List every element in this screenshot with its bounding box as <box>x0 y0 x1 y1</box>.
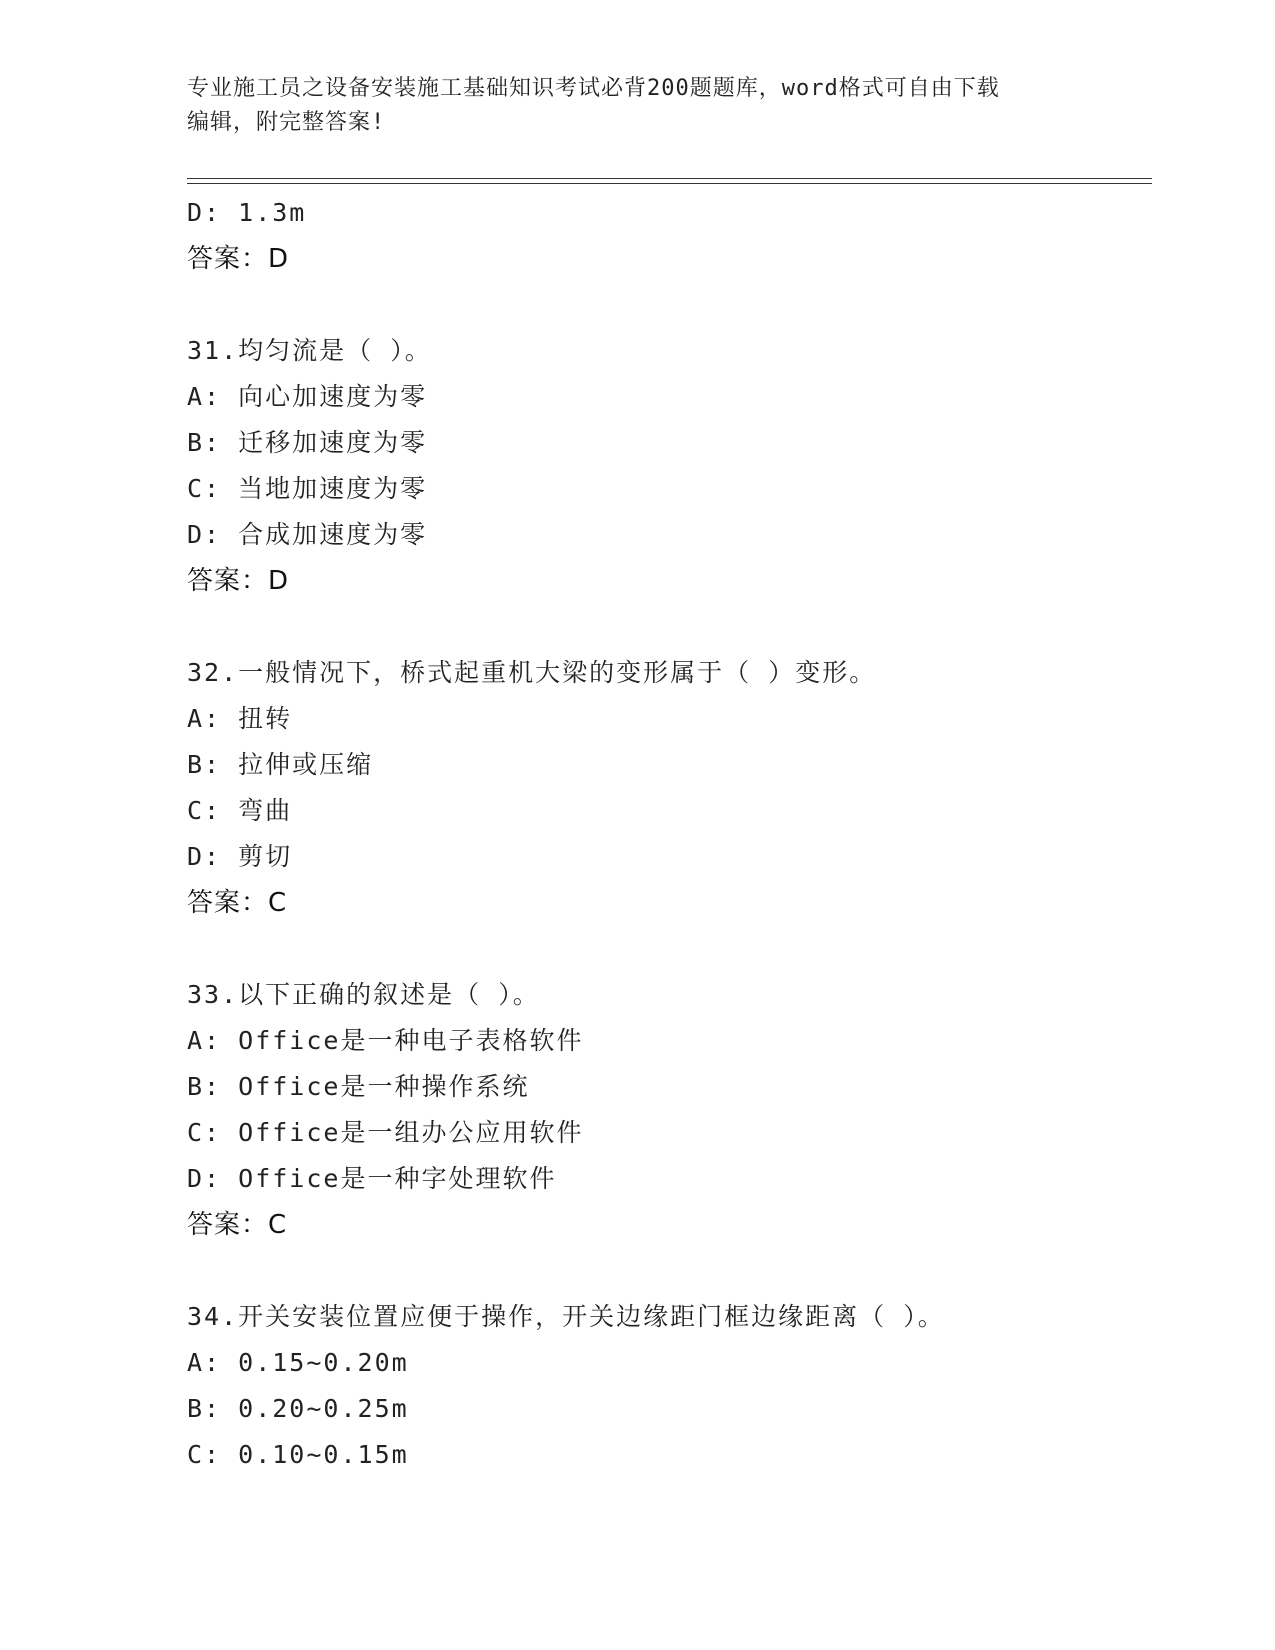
header-title-line-2: 编辑，附完整答案! <box>187 110 386 135</box>
document-header <box>187 72 1087 140</box>
question-list <box>187 190 1187 1478</box>
question-stem: 32.一般情况下，桥式起重机大梁的变形属于（ ）变形。 <box>187 658 877 687</box>
option-b: B: Office是一种操作系统 <box>187 1072 530 1101</box>
question-31 <box>187 328 1187 604</box>
option-c: C: Office是一组办公应用软件 <box>187 1118 584 1147</box>
option-d: D: 合成加速度为零 <box>187 520 428 549</box>
header-divider-top <box>187 178 1152 179</box>
option-b: B: 拉伸或压缩 <box>187 750 374 779</box>
header-title-line-1: 专业施工员之设备安装施工基础知识考试必背200题题库，word格式可自由下载 <box>187 76 1000 101</box>
spacer <box>187 282 1187 328</box>
option-d: D: 剪切 <box>187 842 293 871</box>
question-stem: 33.以下正确的叙述是（ ）。 <box>187 980 540 1009</box>
option-a: A: 扭转 <box>187 704 293 733</box>
option-d-previous: D: 1.3m <box>187 198 307 227</box>
option-c: C: 0.10~0.15m <box>187 1440 409 1469</box>
option-c: C: 弯曲 <box>187 796 293 825</box>
answer-previous: 答案：D <box>187 244 290 274</box>
option-a: A: 向心加速度为零 <box>187 382 428 411</box>
answer: 答案：C <box>187 1210 288 1240</box>
answer: 答案：D <box>187 566 290 596</box>
question-stem: 31.均匀流是（ ）。 <box>187 336 432 365</box>
option-a: A: 0.15~0.20m <box>187 1348 409 1377</box>
option-d: D: Office是一种字处理软件 <box>187 1164 557 1193</box>
option-a: A: Office是一种电子表格软件 <box>187 1026 584 1055</box>
header-divider-bottom <box>187 183 1152 184</box>
option-b: B: 迁移加速度为零 <box>187 428 428 457</box>
question-32 <box>187 650 1187 926</box>
answer: 答案：C <box>187 888 288 918</box>
option-c: C: 当地加速度为零 <box>187 474 428 503</box>
spacer <box>187 1248 1187 1294</box>
question-34 <box>187 1294 1187 1478</box>
spacer <box>187 604 1187 650</box>
spacer <box>187 926 1187 972</box>
question-stem: 34.开关安装位置应便于操作，开关边缘距门框边缘距离（ ）。 <box>187 1302 945 1331</box>
question-33 <box>187 972 1187 1248</box>
option-b: B: 0.20~0.25m <box>187 1394 409 1423</box>
